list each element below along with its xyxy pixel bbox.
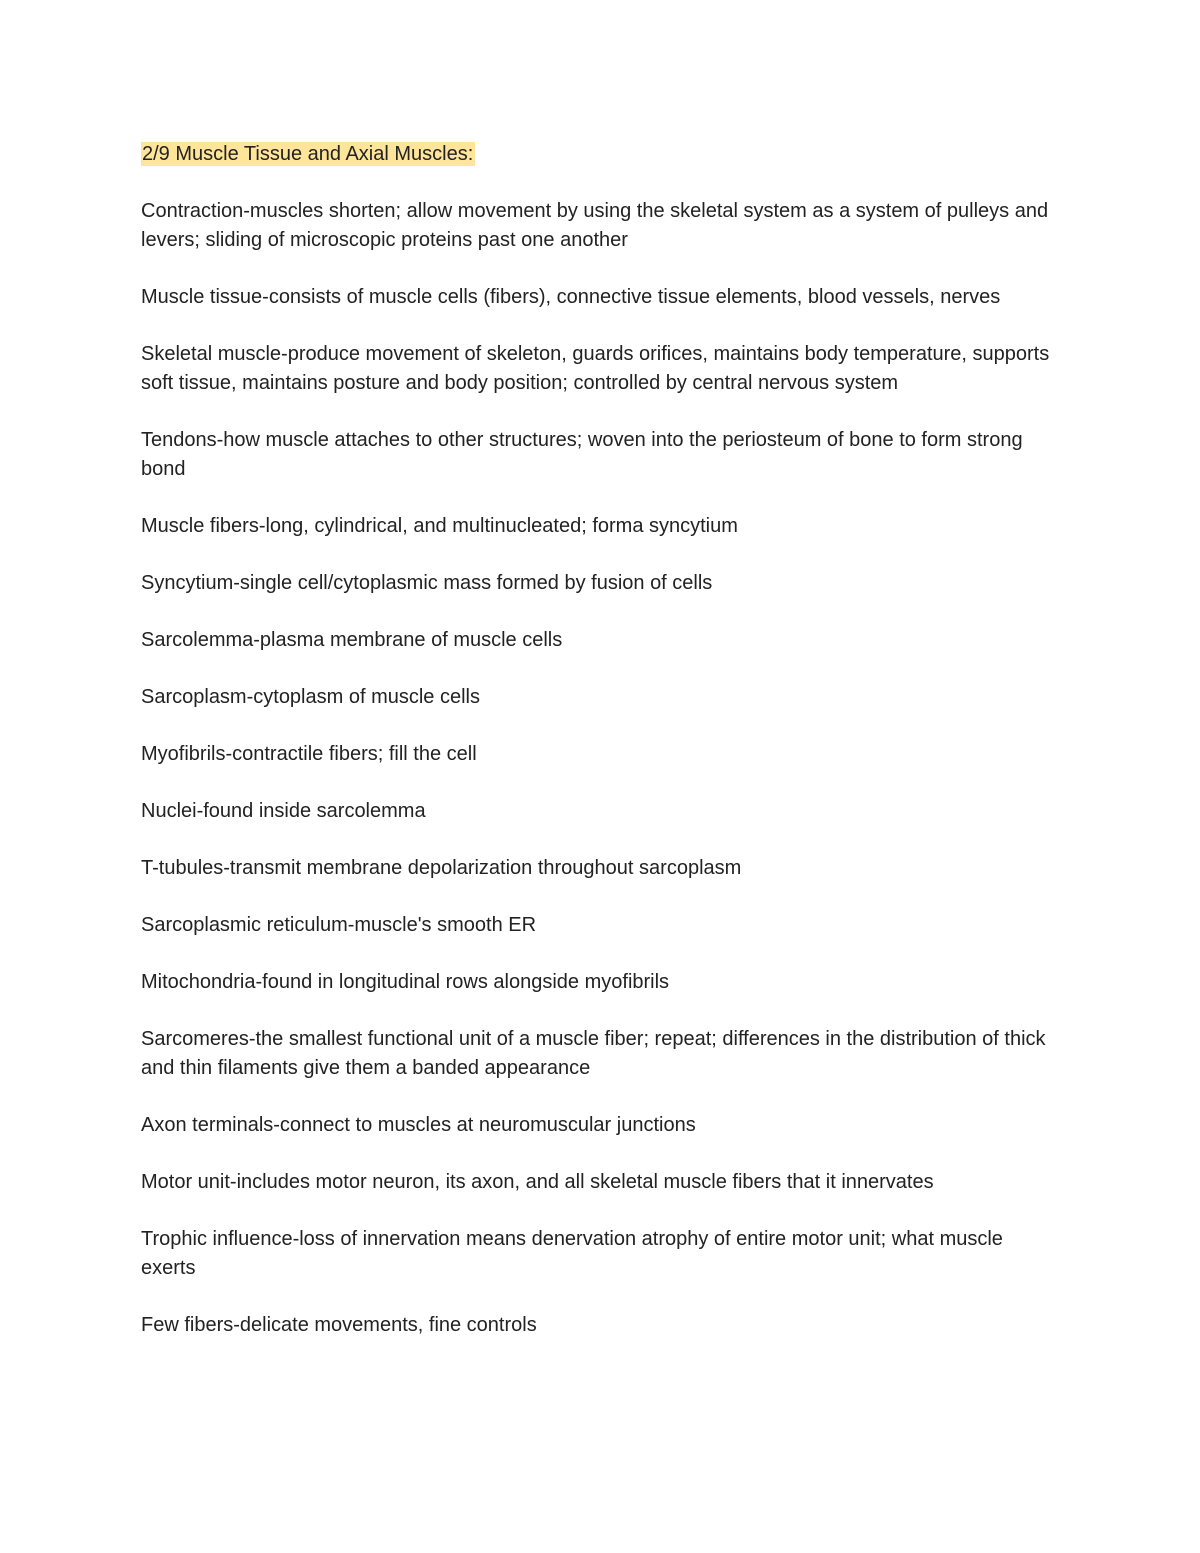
note-sarcomeres: Sarcomeres-the smallest functional unit of a muscle fiber; repeat; differences in the distribution of thick and thin filaments give them a banded appearance xyxy=(141,1028,1046,1079)
note-muscle-fibers: Muscle fibers-long, cylindrical, and multinucleated; forma syncytium xyxy=(141,515,738,537)
note-skeletal-muscle: Skeletal muscle-produce movement of skeleton, guards orifices, maintains body temperature, supports soft tissue, maintains posture and body position; controlled by central nervous system xyxy=(141,343,1050,394)
note-few-fibers: Few fibers-delicate movements, fine controls xyxy=(141,1314,537,1336)
document-body xyxy=(141,140,1061,1368)
note-trophic-influence: Trophic influence-loss of innervation means denervation atrophy of entire motor unit; what muscle exerts xyxy=(141,1228,1003,1279)
note-tendons: Tendons-how muscle attaches to other structures; woven into the periosteum of bone to form strong bond xyxy=(141,429,1023,480)
note-muscle-tissue: Muscle tissue-consists of muscle cells (fibers), connective tissue elements, blood vessels, nerves xyxy=(141,286,1001,308)
note-mitochondria: Mitochondria-found in longitudinal rows alongside myofibrils xyxy=(141,971,670,993)
note-motor-unit: Motor unit-includes motor neuron, its axon, and all skeletal muscle fibers that it innervates xyxy=(141,1171,934,1193)
note-sarcoplasm: Sarcoplasm-cytoplasm of muscle cells xyxy=(141,686,480,708)
note-nuclei: Nuclei-found inside sarcolemma xyxy=(141,800,426,822)
note-sarcolemma: Sarcolemma-plasma membrane of muscle cells xyxy=(141,629,563,651)
note-t-tubules: T-tubules-transmit membrane depolarization throughout sarcoplasm xyxy=(141,857,742,879)
note-myofibrils: Myofibrils-contractile fibers; fill the cell xyxy=(141,743,477,765)
note-syncytium: Syncytium-single cell/cytoplasmic mass formed by fusion of cells xyxy=(141,572,713,594)
note-sarcoplasmic-reticulum: Sarcoplasmic reticulum-muscle's smooth ER xyxy=(141,914,537,936)
heading-highlight: 2/9 Muscle Tissue and Axial Muscles: xyxy=(142,143,474,165)
page-title xyxy=(141,140,1061,169)
note-axon-terminals: Axon terminals-connect to muscles at neuromuscular junctions xyxy=(141,1114,696,1136)
note-contraction: Contraction-muscles shorten; allow movement by using the skeletal system as a system of pulleys and levers; sliding of microscopic proteins past one another xyxy=(141,200,1049,251)
